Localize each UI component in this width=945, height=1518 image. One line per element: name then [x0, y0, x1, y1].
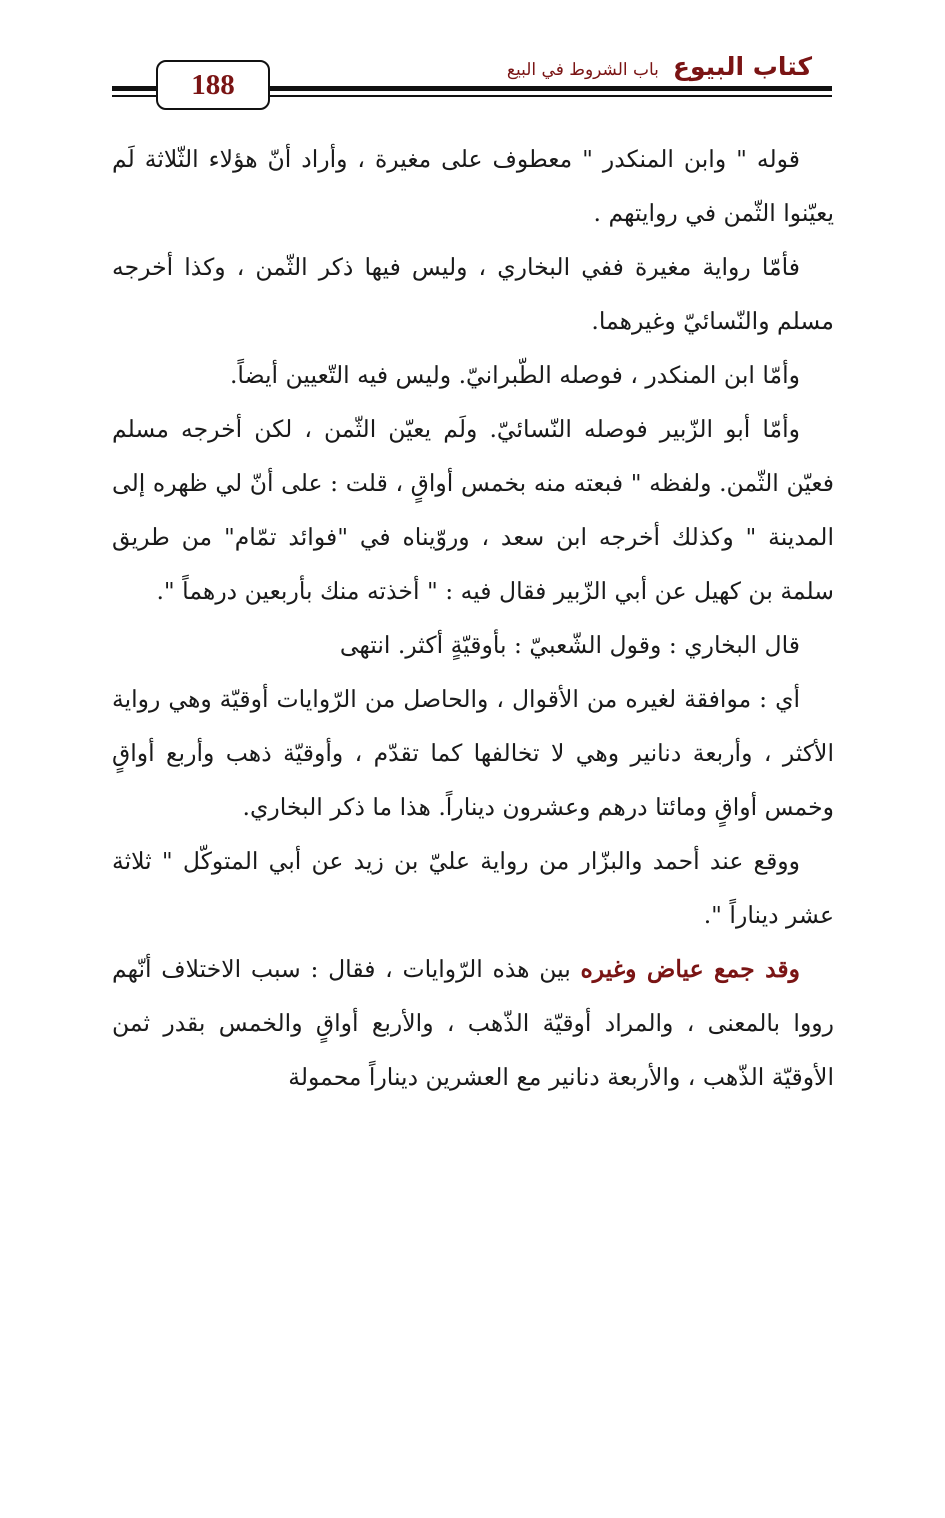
paragraph-text: بين هذه الرّوايات ، فقال : سبب الاختلاف أنّهم رووا بالمعنى ، والمراد أوقيّة الذّهب ، والأربع أواقٍ والخمس بقدر ثمن الأوقيّة الذّهب ، والأربعة دنانير مع العشرين ديناراً محمولة	[112, 955, 834, 1091]
paragraph	[112, 240, 834, 348]
paragraph-text: قوله " وابن المنكدر " معطوف على مغيرة ، وأراد أنّ هؤلاء الثّلاثة لَم يعيّنوا الثّمن في روايتهم .	[112, 145, 834, 227]
chapter-title: باب الشروط في البيع	[506, 60, 659, 80]
page-number-box	[156, 60, 270, 110]
paragraph	[112, 618, 834, 672]
paragraph	[112, 348, 834, 402]
highlighted-lead: وقد جمع عياض وغيره	[580, 955, 800, 983]
paragraph-text: ووقع عند أحمد والبزّار من رواية عليّ بن زيد عن أبي المتوكّل " ثلاثة عشر ديناراً ".	[112, 847, 834, 929]
paragraph-text: قال البخاري : وقول الشّعبيّ : بأوقيّةٍ أكثر. انتهى	[339, 631, 800, 659]
paragraph	[112, 672, 834, 834]
page-body	[112, 132, 834, 1104]
running-titles	[507, 52, 812, 81]
page-header	[112, 48, 832, 112]
paragraph-text: وأمّا أبو الزّبير فوصله النّسائيّ. ولَم يعيّن الثّمن ، لكن أخرجه مسلم فعيّن الثّمن. ولفظه " فبعته منه بخمس أواقٍ ، قلت : على أنّ لي ظهره إلى المدينة " وكذلك أخرجه ابن سعد ، وروّيناه في "فوائد تمّام" من طريق سلمة بن كهيل عن أبي الزّبير فقال فيه : " أخذته منك بأربعين درهماً ".	[112, 415, 834, 605]
paragraph	[112, 132, 834, 240]
paragraph-text: أي : موافقة لغيره من الأقوال ، والحاصل من الرّوايات أوقيّة وهي رواية الأكثر ، وأربعة دنانير وهي لا تخالفها كما تقدّم ، وأوقيّة ذهب وأربع أواقٍ وخمس أواقٍ ومائتا درهم وعشرون ديناراً. هذا ما ذكر البخاري.	[112, 685, 834, 821]
paragraph	[112, 834, 834, 942]
paragraph-text: وأمّا ابن المنكدر ، فوصله الطّبرانيّ. وليس فيه التّعيين أيضاً.	[229, 361, 800, 389]
page-number: 188	[191, 68, 235, 101]
paragraph	[112, 942, 834, 1104]
paragraph	[112, 402, 834, 618]
book-title: كتاب البيوع	[672, 52, 812, 81]
paragraph-text: فأمّا رواية مغيرة ففي البخاري ، وليس فيها ذكر الثّمن ، وكذا أخرجه مسلم والنّسائيّ وغيرهما.	[112, 253, 834, 335]
